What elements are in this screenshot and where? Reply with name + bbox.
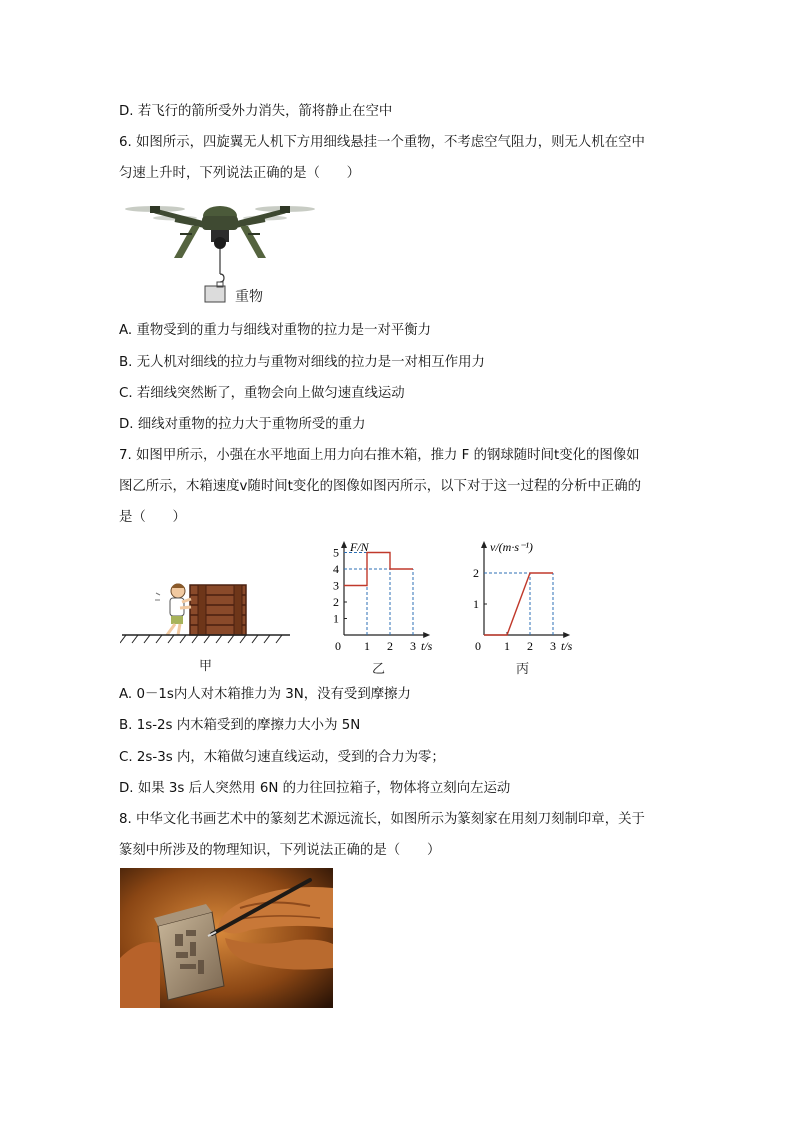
q7-option-c: C. 2s-3s 内，木箱做匀速直线运动，受到的合力为零；: [119, 750, 445, 765]
caption-yi: 乙: [372, 662, 386, 677]
q6-stem-line-2: 匀速上升时，下列说法正确的是（ ）: [119, 166, 361, 181]
q7-stem-line-2: 图乙所示，木箱速度v随时间t变化的图像如图丙所示，以下对于这一过程的分析中正确的: [119, 479, 642, 494]
seal-carving-image: [120, 868, 333, 1008]
y-tick-label: 2: [333, 595, 339, 609]
q6-option-b: B. 无人机对细线的拉力与重物对细线的拉力是一对相互作用力: [119, 355, 485, 370]
y-axis-arrow: [341, 541, 347, 548]
x-axis-label: t/s: [421, 639, 433, 653]
y-tick-label: 1: [333, 611, 339, 626]
q6-option-c: C. 若细线突然断了，重物会向上做匀速直线运动: [119, 386, 405, 401]
q7-option-d: D. 如果 3s 后人突然用 6N 的力往回拉箱子，物体将立刻向左运动: [119, 781, 511, 796]
q7-stem-line-3: 是（ ）: [119, 510, 186, 525]
x-tick-label: 2: [387, 639, 393, 653]
drone-illustration: [120, 196, 320, 311]
y-tick-label: 2: [473, 566, 479, 580]
q8-stem-line-1: 8. 中华文化书画艺术中的篆刻艺术源远流长，如图所示为篆刻家在用刻刀刻制印章，关于: [119, 812, 645, 827]
y-axis-arrow: [481, 541, 487, 548]
drone-weight-label: 重物: [235, 289, 263, 305]
x-tick-label: 0: [475, 639, 481, 653]
figure-yi: [330, 537, 446, 677]
q7-stem-line-1: 7. 如图甲所示，小强在水平地面上用力向右推木箱，推力 F 的钢球随时间t变化的图像如: [119, 448, 640, 463]
x-tick-label: 1: [364, 639, 370, 653]
drone-figure: [120, 196, 320, 311]
x-tick-label: 1: [504, 639, 510, 653]
q7-option-a: A. 0－1s内人对木箱推力为 3N，没有受到摩擦力: [119, 687, 411, 702]
x-tick-label: 3: [410, 639, 416, 653]
figure-jia: [120, 575, 292, 675]
q8-stem-line-2: 篆刻中所涉及的物理知识，下列说法正确的是（ ）: [119, 843, 441, 858]
y-tick-label: 3: [333, 578, 339, 593]
caption-bing: 丙: [516, 662, 530, 677]
velocity-time-chart: [470, 537, 586, 659]
q7-option-b: B. 1s-2s 内木箱受到的摩擦力大小为 5N: [119, 718, 361, 733]
q6-stem-line-1: 6. 如图所示，四旋翼无人机下方用细线悬挂一个重物，不考虑空气阻力，则无人机在空中: [119, 135, 645, 150]
x-axis-arrow: [563, 632, 570, 638]
x-axis-arrow: [423, 632, 430, 638]
y-axis-label: v/(m·s⁻¹): [490, 540, 533, 554]
x-tick-label: 0: [335, 639, 341, 653]
series-line: [484, 573, 553, 635]
x-tick-label: 2: [527, 639, 533, 653]
y-axis-label: F/N: [350, 540, 369, 554]
y-tick-label: 1: [473, 597, 479, 611]
q6-option-d: D. 细线对重物的拉力大于重物所受的重力: [119, 417, 366, 432]
x-tick-label: 3: [550, 639, 556, 653]
caption-jia: 甲: [199, 659, 213, 674]
q6-option-a: A. 重物受到的重力与细线对重物的拉力是一对平衡力: [119, 323, 432, 338]
x-axis-label: t/s: [561, 639, 573, 653]
pushing-box-illustration: [120, 575, 292, 645]
figure-bing: [470, 537, 586, 677]
q5-option-d: D. 若飞行的箭所受外力消失，箭将静止在空中: [119, 104, 393, 119]
y-tick-label: 5: [333, 545, 339, 560]
force-time-chart: [330, 537, 446, 659]
seal-carving-photo: [120, 868, 333, 1008]
y-tick-label: 4: [333, 562, 339, 576]
